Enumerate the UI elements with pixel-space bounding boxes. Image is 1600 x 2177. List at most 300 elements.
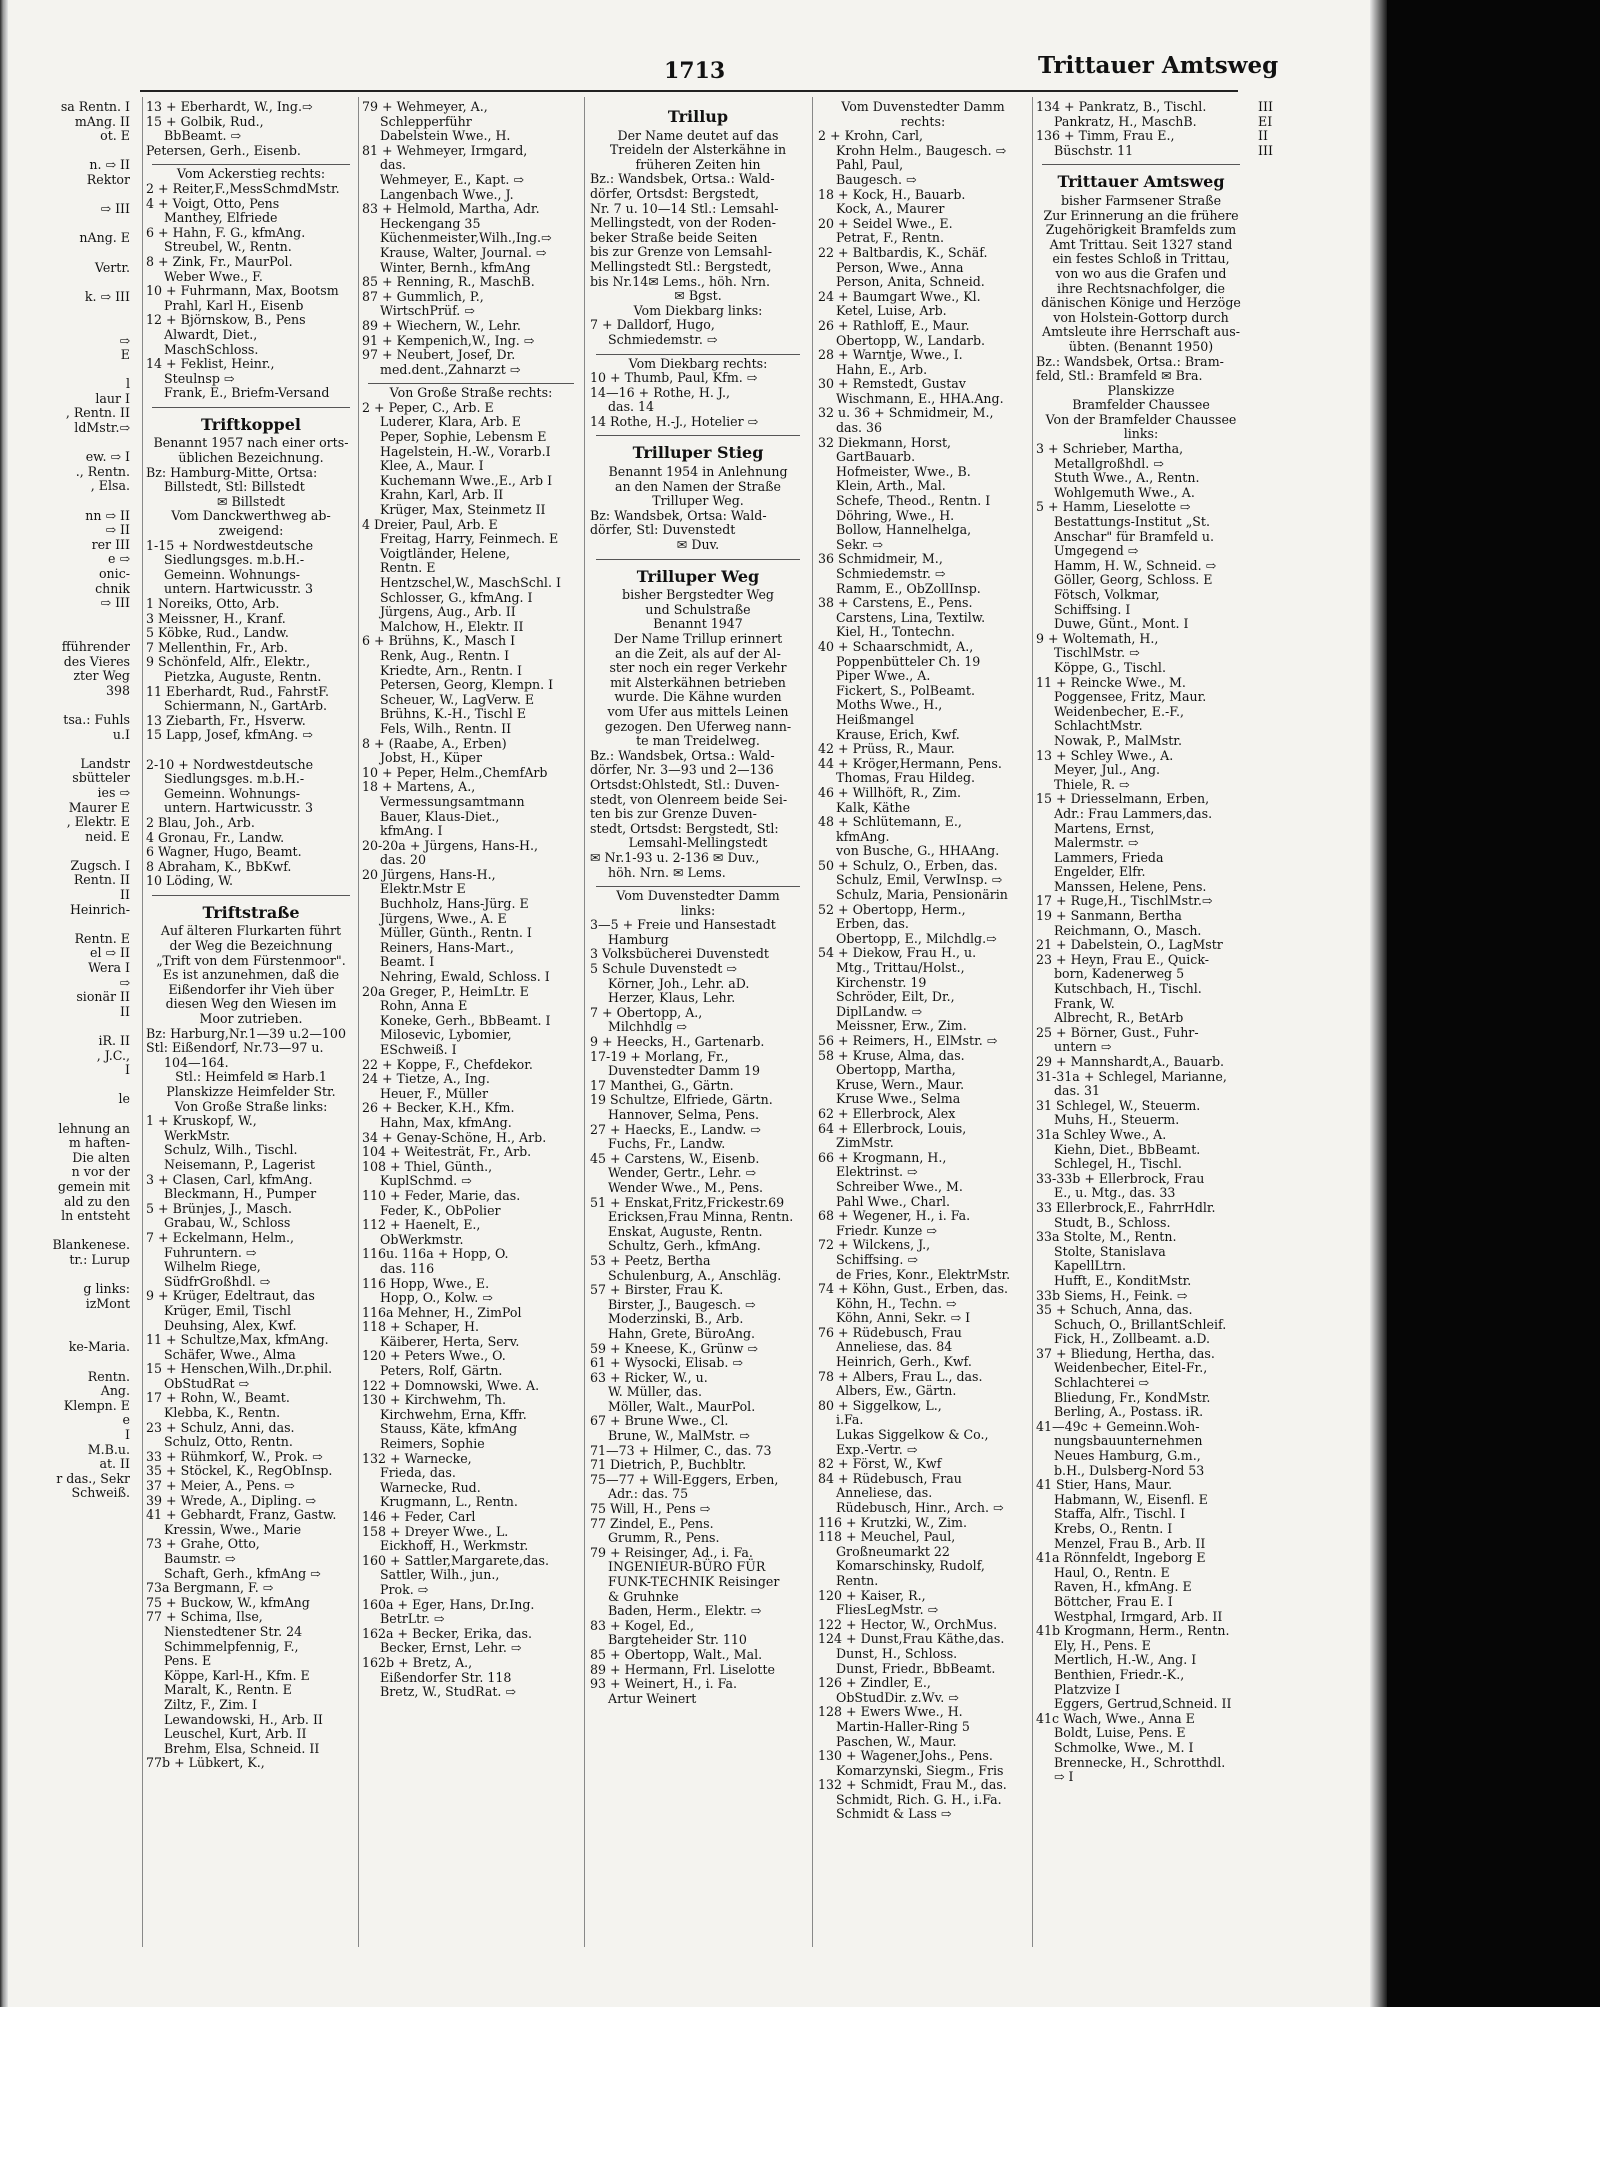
directory-entry: 2 + Krohn, Carl, xyxy=(818,128,924,144)
directory-entry: Thomas, Frau Hildeg. xyxy=(836,770,976,786)
directory-entry: Reichmann, O., Masch. xyxy=(1054,922,1202,938)
directory-entry: 79 + Reisinger, Ad., i. Fa. xyxy=(590,1544,753,1560)
fragment-line: ⇨ II xyxy=(105,522,130,538)
directory-entry: Körner, Joh., Lehr. aD. xyxy=(608,975,750,991)
directory-entry: Dunst, Friedr., BbBeamt. xyxy=(836,1660,996,1676)
directory-entry: Möller, Walt., MaurPol. xyxy=(608,1398,756,1414)
directory-entry: 41 + Gebhardt, Franz, Gastw. xyxy=(146,1507,337,1523)
directory-entry: Luderer, Klara, Arb. E xyxy=(380,414,521,430)
directory-entry: Anschar" für Bramfeld u. xyxy=(1054,528,1214,544)
directory-entry: Raven, H., kfmAng. E xyxy=(1054,1579,1192,1595)
directory-entry: 41a Rönnfeldt, Ingeborg E xyxy=(1036,1550,1206,1566)
directory-entry: 71—73 + Hilmer, C., das. 73 xyxy=(590,1442,772,1458)
directory-entry: Schmidt & Lass ⇨ xyxy=(836,1806,952,1822)
directory-entry: Neues Hamburg, G.m., xyxy=(1054,1448,1201,1464)
directory-entry: 30 + Remstedt, Gustav xyxy=(818,376,966,392)
street-note: früheren Zeiten hin xyxy=(635,156,761,172)
street-note: dänischen Könige und Herzöge xyxy=(1041,295,1241,311)
directory-entry: 66 + Krogmann, H., xyxy=(818,1149,947,1165)
street-note: üblichen Bezeichnung. xyxy=(178,450,324,466)
fragment-line: k. ⇨ III xyxy=(84,288,130,304)
directory-entry: Hannover, Selma, Pens. xyxy=(608,1107,760,1122)
directory-entry: Rohn, Anna E xyxy=(380,998,468,1014)
directory-entry: Siedlungsges. m.b.H.- xyxy=(164,771,305,787)
street-heading: Triftstraße xyxy=(202,902,300,922)
directory-entry: Pietzka, Auguste, Rentn. xyxy=(164,668,322,684)
directory-entry: Heißmangel xyxy=(836,711,914,727)
fragment-line: u.I xyxy=(112,726,130,742)
fragment-line: Klempn. E xyxy=(63,1397,130,1413)
directory-entry: 56 + Reimers, H., ElMstr. ⇨ xyxy=(818,1033,998,1048)
directory-entry: GartBauarb. xyxy=(836,449,916,465)
directory-entry: 80 + Siggelkow, L., xyxy=(818,1397,942,1413)
directory-entry: 51 + Enskat,Fritz,Frickestr.69 xyxy=(590,1194,785,1210)
directory-entry: Hahn, Grete, BüroAng. xyxy=(608,1325,756,1341)
directory-entry: 53 + Peetz, Bertha xyxy=(590,1252,711,1268)
directory-entry: 17-19 + Morlang, Fr., xyxy=(590,1048,729,1064)
directory-entry: 162b + Bretz, A., xyxy=(362,1654,473,1670)
street-note: Der Name Trillup erinnert xyxy=(613,631,783,646)
directory-entry: Grabau, W., Schloss xyxy=(164,1215,291,1231)
street-note: Der Name deutet auf das xyxy=(617,127,779,143)
directory-entry: Bliedung, Fr., KondMstr. xyxy=(1054,1389,1211,1405)
directory-entry: Stauss, Käte, kfmAng xyxy=(380,1421,518,1437)
directory-entry: Wender, Gertr., Lehr. ⇨ xyxy=(608,1165,756,1181)
directory-entry: stedt, von Olenreem beide Sei- xyxy=(590,791,788,807)
directory-entry: Klee, A., Maur. I xyxy=(380,458,484,474)
directory-entry: Stuth Wwe., A., Rentn. xyxy=(1054,470,1200,486)
directory-entry: 83 + Helmold, Martha, Adr. xyxy=(362,201,540,217)
directory-entry: 33 + Rühmkorf, W., Prok. ⇨ xyxy=(146,1448,323,1464)
directory-entry: 48 + Schlütemann, E., xyxy=(818,814,962,830)
directory-entry: Malermstr. ⇨ xyxy=(1054,835,1139,851)
directory-entry: Köhn, Anni, Sekr. ⇨ I xyxy=(836,1310,971,1326)
directory-entry: 3—5 + Freie und Hansestadt xyxy=(590,917,776,933)
directory-entry: dörfer, Nr. 3—93 und 2—136 xyxy=(590,762,774,778)
directory-entry: Koneke, Gerh., BbBeamt. I xyxy=(380,1012,551,1028)
directory-entry: Eggers, Gertrud,Schneid. II xyxy=(1054,1696,1232,1712)
directory-entry: Hahn, E., Arb. xyxy=(836,361,928,377)
directory-entry: Bz: Wandsbek, Ortsa: Wald- xyxy=(590,507,767,523)
directory-entry: 126 + Zindler, E., xyxy=(818,1675,931,1691)
fragment-line: Die alten xyxy=(72,1149,130,1165)
street-note: von Holstein-Gottorp durch xyxy=(1053,309,1229,325)
fragment-line: n vor der xyxy=(71,1164,130,1180)
directory-entry: 61 + Wysocki, Elisab. ⇨ xyxy=(590,1355,743,1371)
directory-entry: 38 + Carstens, E., Pens. xyxy=(818,595,973,611)
column-5 xyxy=(1036,100,1246,1950)
directory-entry: Jürgens, Aug., Arb. II xyxy=(380,604,516,620)
directory-entry: Küchenmeister,Wilh.,Ing.⇨ xyxy=(380,230,552,246)
street-note: Auf älteren Flurkarten führt xyxy=(160,923,342,939)
fragment-line: neid. E xyxy=(85,828,130,844)
directory-entry: Bz: Hamburg-Mitte, Ortsa: xyxy=(146,464,318,480)
directory-entry: Ericksen,Frau Minna, Rentn. xyxy=(608,1209,794,1225)
directory-entry: 77 Zindel, E., Pens. xyxy=(590,1515,714,1531)
directory-entry: W. Müller, das. xyxy=(608,1384,702,1400)
section-rule xyxy=(596,559,800,560)
directory-entry: 85 + Obertopp, Walt., Mal. xyxy=(590,1646,763,1662)
running-head: Trittauer Amtsweg xyxy=(1038,52,1279,79)
fragment-line: l xyxy=(125,376,130,392)
fragment-line: iR. II xyxy=(98,1033,130,1048)
section-rule xyxy=(152,407,350,408)
directory-entry: Duvenstedter Damm 19 xyxy=(608,1063,760,1079)
directory-entry: Alwardt, Diet., xyxy=(164,326,258,342)
street-note: ✉ Billstedt xyxy=(217,493,285,509)
directory-entry: 116 Hopp, Wwe., E. xyxy=(362,1275,490,1291)
directory-entry: 31-31a + Schlegel, Marianne, xyxy=(1036,1068,1227,1084)
directory-entry: 122 + Hector, W., OrchMus. xyxy=(818,1616,998,1632)
directory-entry: Engelder, Elfr. xyxy=(1054,864,1146,880)
column-1 xyxy=(146,100,356,1950)
directory-entry: Bz: Harburg,Nr.1—39 u.2—100 xyxy=(146,1025,346,1041)
directory-entry: Mtg., Trittau/Holst., xyxy=(836,960,965,976)
directory-entry: Krohn Helm., Baugesch. ⇨ xyxy=(836,142,1007,158)
directory-entry: 23 + Heyn, Frau E., Quick- xyxy=(1036,951,1210,967)
fragment-line: g links: xyxy=(83,1281,130,1297)
fragment-line: Rentn. II xyxy=(73,872,130,888)
directory-entry: Kiel, H., Tontechn. xyxy=(836,624,955,640)
directory-entry: 4 + Voigt, Otto, Pens xyxy=(146,195,280,211)
directory-entry: 12 + Björnskow, B., Pens xyxy=(146,312,306,328)
fragment-line xyxy=(0,625,130,640)
fragment-line xyxy=(0,1311,130,1326)
directory-entry: untern. Hartwicusstr. 3 xyxy=(164,800,314,816)
fragment-line: III xyxy=(1258,142,1273,158)
directory-entry: Fuchs, Fr., Landw. xyxy=(608,1136,726,1152)
directory-entry: das. 20 xyxy=(380,852,427,868)
street-note: Vom Danckwerthweg ab- xyxy=(171,508,331,524)
directory-entry: Duwe, Günt., Mont. I xyxy=(1054,616,1189,632)
directory-entry: 37 + Meier, A., Pens. ⇨ xyxy=(146,1478,295,1494)
directory-entry: Schlosser, G., kfmAng. I xyxy=(380,589,533,605)
street-heading: Trittauer Amtsweg xyxy=(1057,172,1225,192)
fragment-line: E xyxy=(120,347,130,363)
street-note: ✉ Duv. xyxy=(676,537,720,553)
fragment-line: ies ⇨ xyxy=(97,784,130,800)
street-heading: Trilluper Stieg xyxy=(632,443,764,463)
directory-entry: Büschstr. 11 xyxy=(1054,142,1134,158)
directory-entry: 13 + Schley Wwe., A. xyxy=(1036,747,1174,763)
fragment-line: tsa.: Fuhls xyxy=(63,711,130,727)
directory-entry: 22 + Baltbardis, K., Schäf. xyxy=(818,244,988,260)
directory-entry: 5 Schule Duvenstedt ⇨ xyxy=(590,961,737,977)
column-4 xyxy=(818,100,1028,1950)
directory-entry: Obertopp, W., Landarb. xyxy=(836,332,986,348)
directory-entry: 33 Ellerbrock,E., FahrrHdlr. xyxy=(1036,1199,1216,1215)
directory-entry: Krüger, Max, Steinmetz II xyxy=(380,502,546,518)
directory-entry: Ketel, Luise, Arb. xyxy=(836,303,947,319)
directory-entry: 9 + Woltemath, H., xyxy=(1036,630,1159,646)
directory-entry: Lammers, Frieda xyxy=(1054,849,1164,865)
directory-entry: med.dent.,Zahnarzt ⇨ xyxy=(380,361,521,377)
fragment-line: , Elektr. E xyxy=(66,814,130,830)
directory-entry: Sekr. ⇨ xyxy=(836,536,883,552)
fragment-line: I xyxy=(125,1062,130,1078)
directory-entry: 29 + Mannshardt,A., Bauarb. xyxy=(1036,1054,1225,1069)
directory-entry xyxy=(146,743,356,758)
directory-entry: Schefe, Theod., Rentn. I xyxy=(836,493,991,509)
directory-entry: b.H., Dulsberg-Nord 53 xyxy=(1054,1462,1205,1478)
street-note: links: xyxy=(680,902,716,918)
directory-entry: Fickert, S., PolBeamt. xyxy=(836,682,975,698)
directory-entry: Ortsdst:Ohlstedt, Stl.: Duven- xyxy=(590,776,780,792)
fragment-line: n. ⇨ II xyxy=(89,157,130,173)
fragment-line: Wera I xyxy=(88,960,130,976)
fragment-line xyxy=(0,1078,130,1093)
directory-entry: 110 + Feder, Marie, das. xyxy=(362,1187,521,1203)
fragment-line: Zugsch. I xyxy=(70,857,130,873)
directory-entry: Erben, das. xyxy=(836,916,909,932)
directory-entry: Anneliese, das. xyxy=(836,1485,933,1501)
directory-entry: Brennecke, H., Schrotthdl. xyxy=(1054,1754,1226,1770)
section-rule xyxy=(596,886,800,887)
directory-entry: höh. Nrn. ✉ Lems. xyxy=(608,864,726,880)
directory-entry: untern. Hartwicusstr. 3 xyxy=(164,581,314,597)
directory-entry: Billstedt, Stl: Billstedt xyxy=(164,479,305,495)
directory-entry: Krause, Walter, Journal. ⇨ xyxy=(380,244,547,260)
directory-entry: Poppenbütteler Ch. 19 xyxy=(836,653,981,669)
street-note: diesen Weg den Wiesen im xyxy=(165,996,337,1012)
directory-entry: Milchhdlg ⇨ xyxy=(608,1019,687,1035)
directory-entry: 97 + Neubert, Josef, Dr. xyxy=(362,347,516,363)
fragment-line xyxy=(0,611,130,626)
fragment-line xyxy=(0,304,130,319)
directory-entry: INGENIEUR-BÜRO FÜR xyxy=(608,1559,766,1575)
fragment-line: ., Rentn. xyxy=(75,463,130,479)
fragment-line xyxy=(0,1326,130,1341)
directory-entry: 73a Bergmann, F. ⇨ xyxy=(146,1580,274,1596)
fragment-line: mAng. II xyxy=(74,113,130,129)
directory-entry: Schulenburg, A., Anschläg. xyxy=(608,1267,782,1283)
directory-entry: 50 + Schulz, O., Erben, das. xyxy=(818,857,998,873)
directory-entry: 85 + Renning, R., MaschB. xyxy=(362,274,535,290)
directory-entry: 8 + Zink, Fr., MaurPol. xyxy=(146,253,293,269)
directory-entry: 8 Abraham, K., BbKwf. xyxy=(146,858,292,874)
directory-entry: 158 + Dreyer Wwe., L. xyxy=(362,1523,509,1539)
directory-entry: 14—16 + Rothe, H. J., xyxy=(590,384,730,400)
directory-entry: Schreiber Wwe., M. xyxy=(836,1178,963,1194)
fragment-line xyxy=(0,1355,130,1370)
directory-entry: Haul, O., Rentn. E xyxy=(1054,1564,1170,1580)
street-note: Trilluper Weg. xyxy=(652,493,744,509)
directory-entry: Adr.: das. 75 xyxy=(608,1486,689,1502)
directory-entry: Martens, Ernst, xyxy=(1054,820,1155,836)
street-note: Von Große Straße links: xyxy=(174,1098,328,1114)
fragment-line: ⇨ III xyxy=(100,201,130,217)
directory-entry: Müller, Günth., Rentn. I xyxy=(380,925,532,941)
directory-entry: 13 + Eberhardt, W., Ing.⇨ xyxy=(146,100,313,114)
directory-entry: 18 + Martens, A., xyxy=(362,779,476,795)
directory-entry: ZimMstr. xyxy=(836,1135,894,1151)
directory-entry: Paschen, W., Maur. xyxy=(836,1733,957,1749)
directory-entry: Wohlgemuth Wwe., A. xyxy=(1054,484,1195,500)
directory-entry: 2-10 + Nordwestdeutsche xyxy=(146,756,314,772)
directory-entry: 6 + Brühns, K., Masch I xyxy=(362,633,516,649)
fragment-line: e ⇨ xyxy=(107,551,130,567)
directory-entry: Petrat, F., Rentn. xyxy=(836,230,945,246)
directory-entry: Komarschinsky, Rudolf, xyxy=(836,1558,985,1574)
directory-entry: Göller, Georg, Schloss. E xyxy=(1054,572,1213,588)
directory-entry: 2 + Peper, C., Arb. E xyxy=(362,399,494,415)
street-note: links: xyxy=(1123,426,1159,442)
directory-entry: Dunst, H., Schloss. xyxy=(836,1645,958,1661)
directory-entry: Petersen, Gerh., Eisenb. xyxy=(146,142,301,158)
column-divider xyxy=(358,97,359,1947)
directory-entry: Beamt. I xyxy=(380,954,435,970)
directory-entry: 33-33b + Ellerbrock, Frau xyxy=(1036,1170,1205,1186)
directory-entry: 4 Gronau, Fr., Landw. xyxy=(146,829,285,845)
street-note: übten. (Benannt 1950) xyxy=(1068,338,1214,354)
directory-entry: 33b Siems, H., Feink. ⇨ xyxy=(1036,1287,1188,1303)
directory-entry: 21 + Dabelstein, O., LagMstr xyxy=(1036,937,1223,953)
directory-entry: Rentn. E xyxy=(380,560,436,576)
directory-entry: Großneumarkt 22 xyxy=(836,1543,950,1559)
directory-entry: 26 + Becker, K.H., Kfm. xyxy=(362,1100,515,1116)
directory-entry: Hagelstein, H.-W., Vorarb.I xyxy=(380,443,551,459)
street-note: Vom Duvenstedter Damm xyxy=(616,888,780,904)
directory-entry: 39 + Wrede, A., Dipling. ⇨ xyxy=(146,1492,317,1508)
directory-entry: Schlepperführ xyxy=(380,113,472,129)
scan-background xyxy=(1387,0,1600,2007)
directory-entry: Schmidt, Rich. G. H., i.Fa. xyxy=(836,1791,1002,1807)
directory-entry: Schmolke, Wwe., M. I xyxy=(1054,1739,1194,1755)
directory-entry: Muhs, H., Steuerm. xyxy=(1054,1112,1180,1128)
directory-entry: 91 + Kempenich,W., Ing. ⇨ xyxy=(362,332,535,348)
directory-entry: Klein, Arth., Mal. xyxy=(836,478,946,494)
directory-entry: 3 + Schrieber, Martha, xyxy=(1036,441,1184,457)
directory-entry: Bleckmann, H., Pumper xyxy=(164,1186,317,1202)
directory-entry: Birster, J., Baugesch. ⇨ xyxy=(608,1296,756,1312)
fragment-line: II xyxy=(1258,128,1268,144)
directory-entry: SchlachtMstr. xyxy=(1054,718,1143,734)
directory-entry: 9 Schönfeld, Alfr., Elektr., xyxy=(146,654,311,670)
fragment-line: zter Weg xyxy=(73,668,130,684)
directory-entry: Milosevic, Lybomier, xyxy=(380,1027,512,1043)
street-note: wurde. Die Kähne wurden xyxy=(614,689,782,705)
directory-entry: Schäfer, Wwe., Alma xyxy=(164,1346,296,1362)
directory-entry: Schiffsing. ⇨ xyxy=(836,1251,918,1267)
directory-entry: 15 + Driesselmann, Erben, xyxy=(1036,791,1210,807)
directory-entry: Schulz, Wilh., Tischl. xyxy=(164,1142,298,1158)
directory-entry: Klebba, K., Rentn. xyxy=(164,1405,281,1421)
directory-entry: Petersen, Georg, Klempn. I xyxy=(380,677,554,693)
directory-entry: 11 Eberhardt, Rud., FahrstF. xyxy=(146,683,330,699)
directory-entry: Habmann, W., Eisenfl. E xyxy=(1054,1491,1208,1507)
street-heading: Triftkoppel xyxy=(201,414,301,434)
directory-entry: 11 + Reincke Wwe., M. xyxy=(1036,674,1186,690)
directory-entry: 162a + Becker, Erika, das. xyxy=(362,1625,533,1641)
directory-entry: Hofmeister, Wwe., B. xyxy=(836,463,971,479)
directory-entry: Meyer, Jul., Ang. xyxy=(1054,762,1161,778)
directory-entry: Schiermann, N., GartArb. xyxy=(164,698,328,714)
directory-entry: ObWerkmstr. xyxy=(380,1231,464,1247)
left-page-fragment xyxy=(0,100,130,1950)
fragment-line xyxy=(0,319,130,334)
directory-entry: Mellingstedt, von der Roden- xyxy=(590,215,777,231)
directory-entry: 84 + Rüdebusch, Frau xyxy=(818,1470,962,1486)
directory-entry: Bz.: Wandsbek, Ortsa.: Wald- xyxy=(590,171,775,187)
directory-entry: 26 + Rathloff, E., Maur. xyxy=(818,317,970,333)
directory-entry: Mellingstedt Stl.: Bergstedt, xyxy=(590,258,772,274)
directory-entry: 6 Wagner, Hugo, Beamt. xyxy=(146,844,302,860)
directory-entry: Dabelstein Wwe., H. xyxy=(380,128,511,144)
directory-entry: Lewandowski, H., Arb. II xyxy=(164,1711,323,1727)
directory-entry: Bestattungs-Institut „St. xyxy=(1054,514,1210,530)
street-note: bisher Farmsener Straße xyxy=(1060,192,1222,208)
directory-entry: TischlMstr. ⇨ xyxy=(1054,645,1140,661)
directory-entry: Benthien, Friedr.-K., xyxy=(1054,1666,1185,1682)
directory-entry: 120 + Peters Wwe., O. xyxy=(362,1348,506,1364)
directory-entry: 116u. 116a + Hopp, O. xyxy=(362,1246,509,1262)
directory-entry: Krahn, Karl, Arb. II xyxy=(380,487,504,503)
directory-entry: Leuschel, Kurt, Arb. II xyxy=(164,1726,307,1742)
directory-entry: 1-15 + Nordwestdeutsche xyxy=(146,537,314,553)
street-note: und Schulstraße xyxy=(645,601,751,617)
directory-entry: 77b + Lübkert, K., xyxy=(146,1755,265,1771)
directory-entry: 132 + Schmidt, Frau M., das. xyxy=(818,1777,1007,1793)
directory-entry: Platzvize I xyxy=(1054,1681,1120,1697)
fragment-line: nAng. E xyxy=(79,230,130,246)
fragment-line: ⇨ III xyxy=(100,595,130,611)
fragment-line xyxy=(0,436,130,451)
directory-entry: bis zur Grenze von Lemsahl- xyxy=(590,244,772,260)
directory-entry: Umgegend ⇨ xyxy=(1054,543,1139,559)
fragment-line xyxy=(0,494,130,509)
fragment-line: rer III xyxy=(91,536,130,552)
directory-entry: Langenbach Wwe., J. xyxy=(380,186,514,202)
directory-entry: 160a + Eger, Hans, Dr.Ing. xyxy=(362,1596,535,1612)
directory-entry: Fötsch, Volkmar, xyxy=(1054,587,1160,602)
directory-entry: Wischmann, E., HHA.Ang. xyxy=(836,390,1004,406)
street-note: Treideln der Alsterkähne in xyxy=(609,142,787,158)
directory-entry: 17 + Rohn, W., Beamt. xyxy=(146,1390,290,1406)
street-note: Amtsleute ihre Herrschaft aus- xyxy=(1042,324,1240,340)
directory-entry: 62 + Ellerbrock, Alex xyxy=(818,1105,956,1121)
directory-entry: Weber Wwe., F. xyxy=(164,268,263,284)
fragment-line: ke-Maria. xyxy=(68,1339,130,1355)
directory-entry: 72 + Wilckens, J., xyxy=(818,1237,931,1253)
fragment-line: Rentn. E xyxy=(74,930,130,946)
directory-entry: Ziltz, F., Zim. I xyxy=(164,1696,257,1712)
directory-entry: 2 Blau, Joh., Arb. xyxy=(146,814,255,830)
directory-entry: 116a Mehner, H., ZimPol xyxy=(362,1304,522,1320)
page-number: 1713 xyxy=(664,58,726,84)
directory-entry: das. 14 xyxy=(608,399,655,415)
directory-entry: das. 31 xyxy=(1054,1083,1101,1099)
directory-entry: Scheuer, W., LagVerw. E xyxy=(380,691,535,707)
directory-entry: Weidenbecher, E.-F., xyxy=(1054,703,1185,719)
directory-entry: Elektr.Mstr E xyxy=(380,881,466,897)
directory-entry: Prok. ⇨ xyxy=(380,1581,429,1597)
directory-entry: i.Fa. xyxy=(836,1412,864,1428)
fragment-line: , J.C., xyxy=(96,1047,130,1063)
directory-entry: stedt, Ortsdst: Bergstedt, Stl: xyxy=(590,820,779,836)
directory-entry: Streubel, W., Rentn. xyxy=(164,239,292,255)
fragment-line: 398 xyxy=(105,682,130,698)
directory-entry: 25 + Börner, Gust., Fuhr- xyxy=(1036,1024,1199,1040)
directory-entry: Bretz, W., StudRat. ⇨ xyxy=(380,1684,516,1700)
directory-entry: Martin-Haller-Ring 5 xyxy=(836,1718,970,1734)
street-note: „Trift von dem Fürstenmoor". xyxy=(156,952,346,968)
fragment-line: des Vieres xyxy=(63,653,130,669)
directory-entry: Rentn. xyxy=(836,1572,879,1588)
directory-entry: 14 Rothe, H.-J., Hotelier ⇨ xyxy=(590,413,759,429)
directory-entry: Westphal, Irmgard, Arb. II xyxy=(1054,1608,1223,1624)
fragment-line xyxy=(0,363,130,378)
directory-entry: Metallgroßhdl. ⇨ xyxy=(1054,455,1164,471)
